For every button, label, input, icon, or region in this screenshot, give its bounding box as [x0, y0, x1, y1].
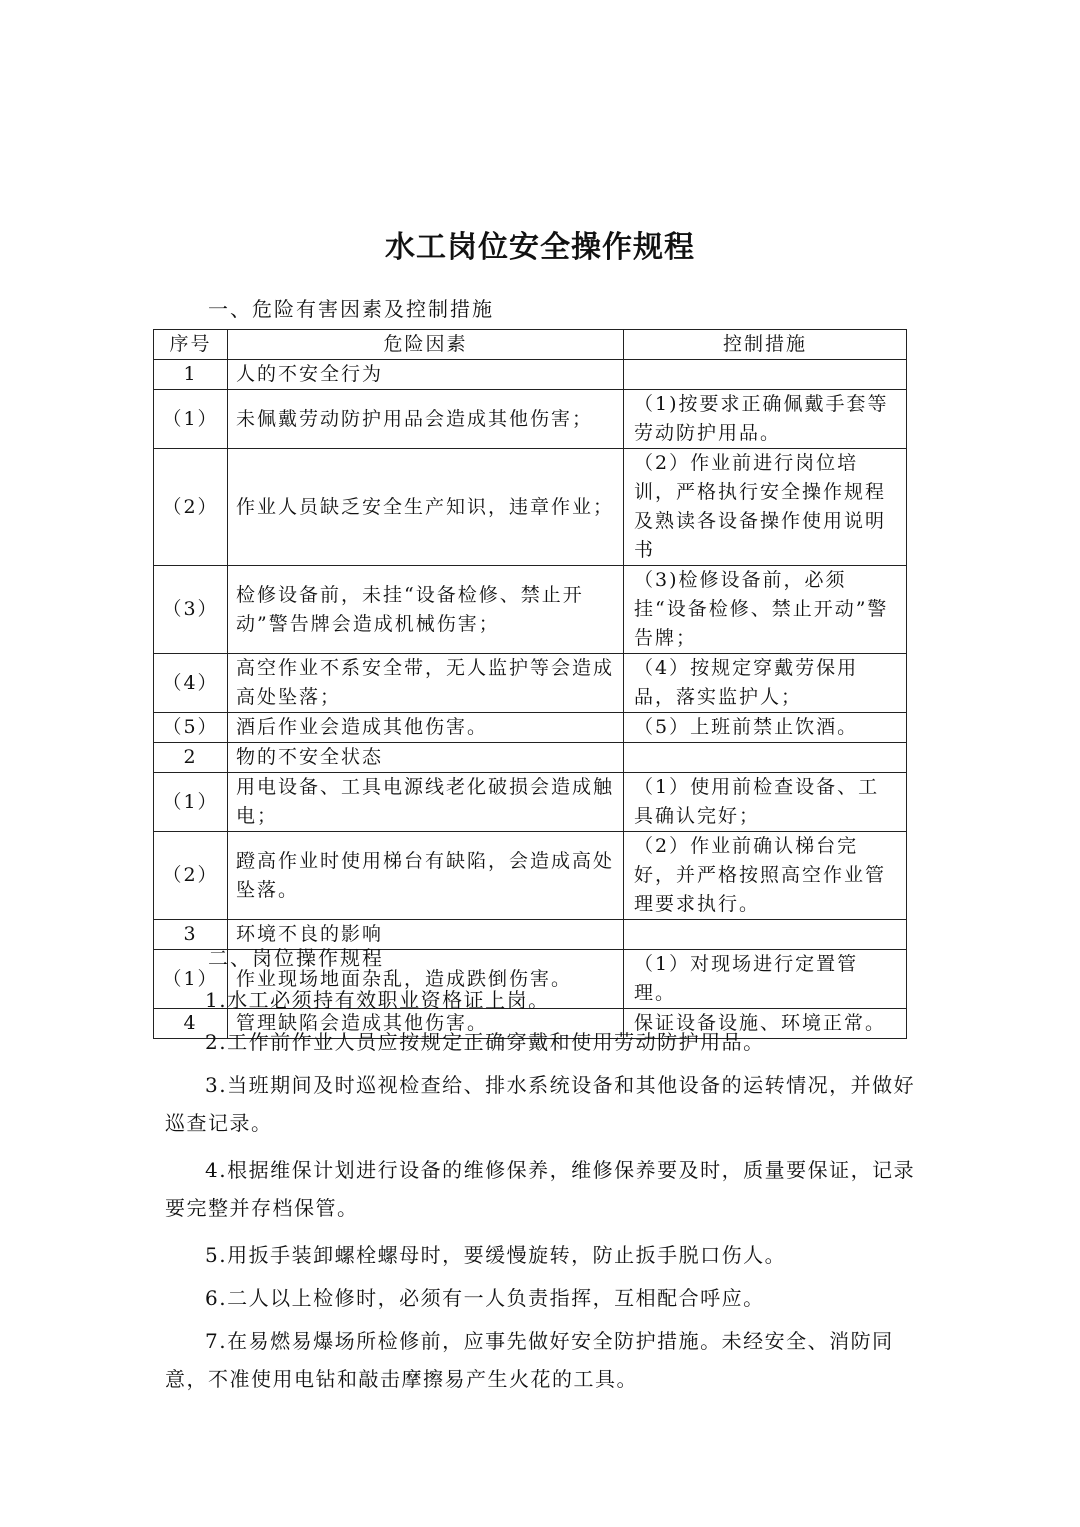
row-number: （1） [154, 390, 228, 449]
row-hazard: 作业现场地面杂乱，造成跌倒伤害。 [228, 950, 624, 1009]
row-number: （1） [154, 950, 228, 1009]
row-control: （1）对现场进行定置管理。 [624, 950, 907, 1009]
table-row [154, 654, 907, 713]
table-row [154, 566, 907, 654]
row-hazard: 管理缺陷会造成其他伤害。 [228, 1009, 624, 1039]
table-row [154, 390, 907, 449]
row-number: （5） [154, 713, 228, 743]
rule-paragraph [165, 1023, 920, 1061]
row-control: 保证设备设施、环境正常。 [624, 1009, 907, 1039]
rule-paragraph [165, 1279, 920, 1317]
rule-text: 4.根据维保计划进行设备的维修保养，维修保养要及时，质量要保证，记录要完整并存档保管。 [165, 1158, 916, 1220]
table-header-row [154, 330, 907, 360]
row-control: （2）作业前确认梯台完好，并严格按照高空作业管理要求执行。 [624, 832, 907, 920]
rule-paragraph [165, 981, 920, 1019]
row-number: （3） [154, 566, 228, 654]
table-row [154, 743, 907, 773]
row-control: （1）使用前检查设备、工具确认完好； [624, 773, 907, 832]
table-row [154, 832, 907, 920]
rule-paragraph [165, 1322, 920, 1398]
row-number: 3 [154, 920, 228, 950]
row-hazard: 环境不良的影响 [228, 920, 624, 950]
column-header-hazard: 危险因素 [228, 330, 624, 360]
row-hazard: 人的不安全行为 [228, 360, 624, 390]
row-control [624, 743, 907, 773]
row-hazard: 物的不安全状态 [228, 743, 624, 773]
rule-text: 6.二人以上检修时，必须有一人负责指挥，互相配合呼应。 [205, 1286, 765, 1310]
row-hazard: 用电设备、工具电源线老化破损会造成触电； [228, 773, 624, 832]
rule-text: 1.水工必须持有效职业资格证上岗。 [205, 988, 550, 1012]
row-number: （2） [154, 449, 228, 566]
row-number: 1 [154, 360, 228, 390]
row-number: 2 [154, 743, 228, 773]
row-control [624, 920, 907, 950]
rule-paragraph [165, 1066, 920, 1142]
table-row [154, 449, 907, 566]
row-control [624, 360, 907, 390]
hazard-control-table [153, 329, 907, 1039]
rule-text: 7.在易燃易爆场所检修前，应事先做好安全防护措施。未经安全、消防同意，不准使用电钻和敲击摩擦易产生火花的工具。 [165, 1329, 894, 1391]
rule-text: 2.工作前作业人员应按规定正确穿戴和使用劳动防护用品。 [205, 1030, 765, 1054]
row-number: （1） [154, 773, 228, 832]
row-number: （4） [154, 654, 228, 713]
row-hazard: 作业人员缺乏安全生产知识，违章作业； [228, 449, 624, 566]
rule-paragraph [165, 1236, 920, 1274]
table-row [154, 773, 907, 832]
column-header-number: 序号 [154, 330, 228, 360]
page-title: 水工岗位安全操作规程 [385, 230, 695, 265]
table-row [154, 713, 907, 743]
row-control: （4）按规定穿戴劳保用品，落实监护人； [624, 654, 907, 713]
row-hazard: 未佩戴劳动防护用品会造成其他伤害； [228, 390, 624, 449]
section-heading-hazards: 一、危险有害因素及控制措施 [208, 297, 494, 321]
row-control: （3)检修设备前，必须挂“设备检修、禁止开动”警告牌； [624, 566, 907, 654]
row-hazard: 检修设备前，未挂“设备检修、禁止开动”警告牌会造成机械伤害； [228, 566, 624, 654]
table-row [154, 360, 907, 390]
row-control: （5）上班前禁止饮酒。 [624, 713, 907, 743]
section-heading-procedures: 二、岗位操作规程 [208, 946, 384, 970]
row-hazard: 蹬高作业时使用梯台有缺陷，会造成高处坠落。 [228, 832, 624, 920]
column-header-control: 控制措施 [624, 330, 907, 360]
rule-text: 3.当班期间及时巡视检查给、排水系统设备和其他设备的运转情况，并做好巡查记录。 [165, 1073, 916, 1135]
row-control: （1)按要求正确佩戴手套等劳动防护用品。 [624, 390, 907, 449]
rule-text: 5.用扳手装卸螺栓螺母时，要缓慢旋转，防止扳手脱口伤人。 [205, 1243, 787, 1267]
row-number: （2） [154, 832, 228, 920]
row-number: 4 [154, 1009, 228, 1039]
row-hazard: 酒后作业会造成其他伤害。 [228, 713, 624, 743]
row-control: （2）作业前进行岗位培训，严格执行安全操作规程及熟读各设备操作使用说明书 [624, 449, 907, 566]
row-hazard: 高空作业不系安全带，无人监护等会造成高处坠落； [228, 654, 624, 713]
rule-paragraph [165, 1151, 920, 1227]
